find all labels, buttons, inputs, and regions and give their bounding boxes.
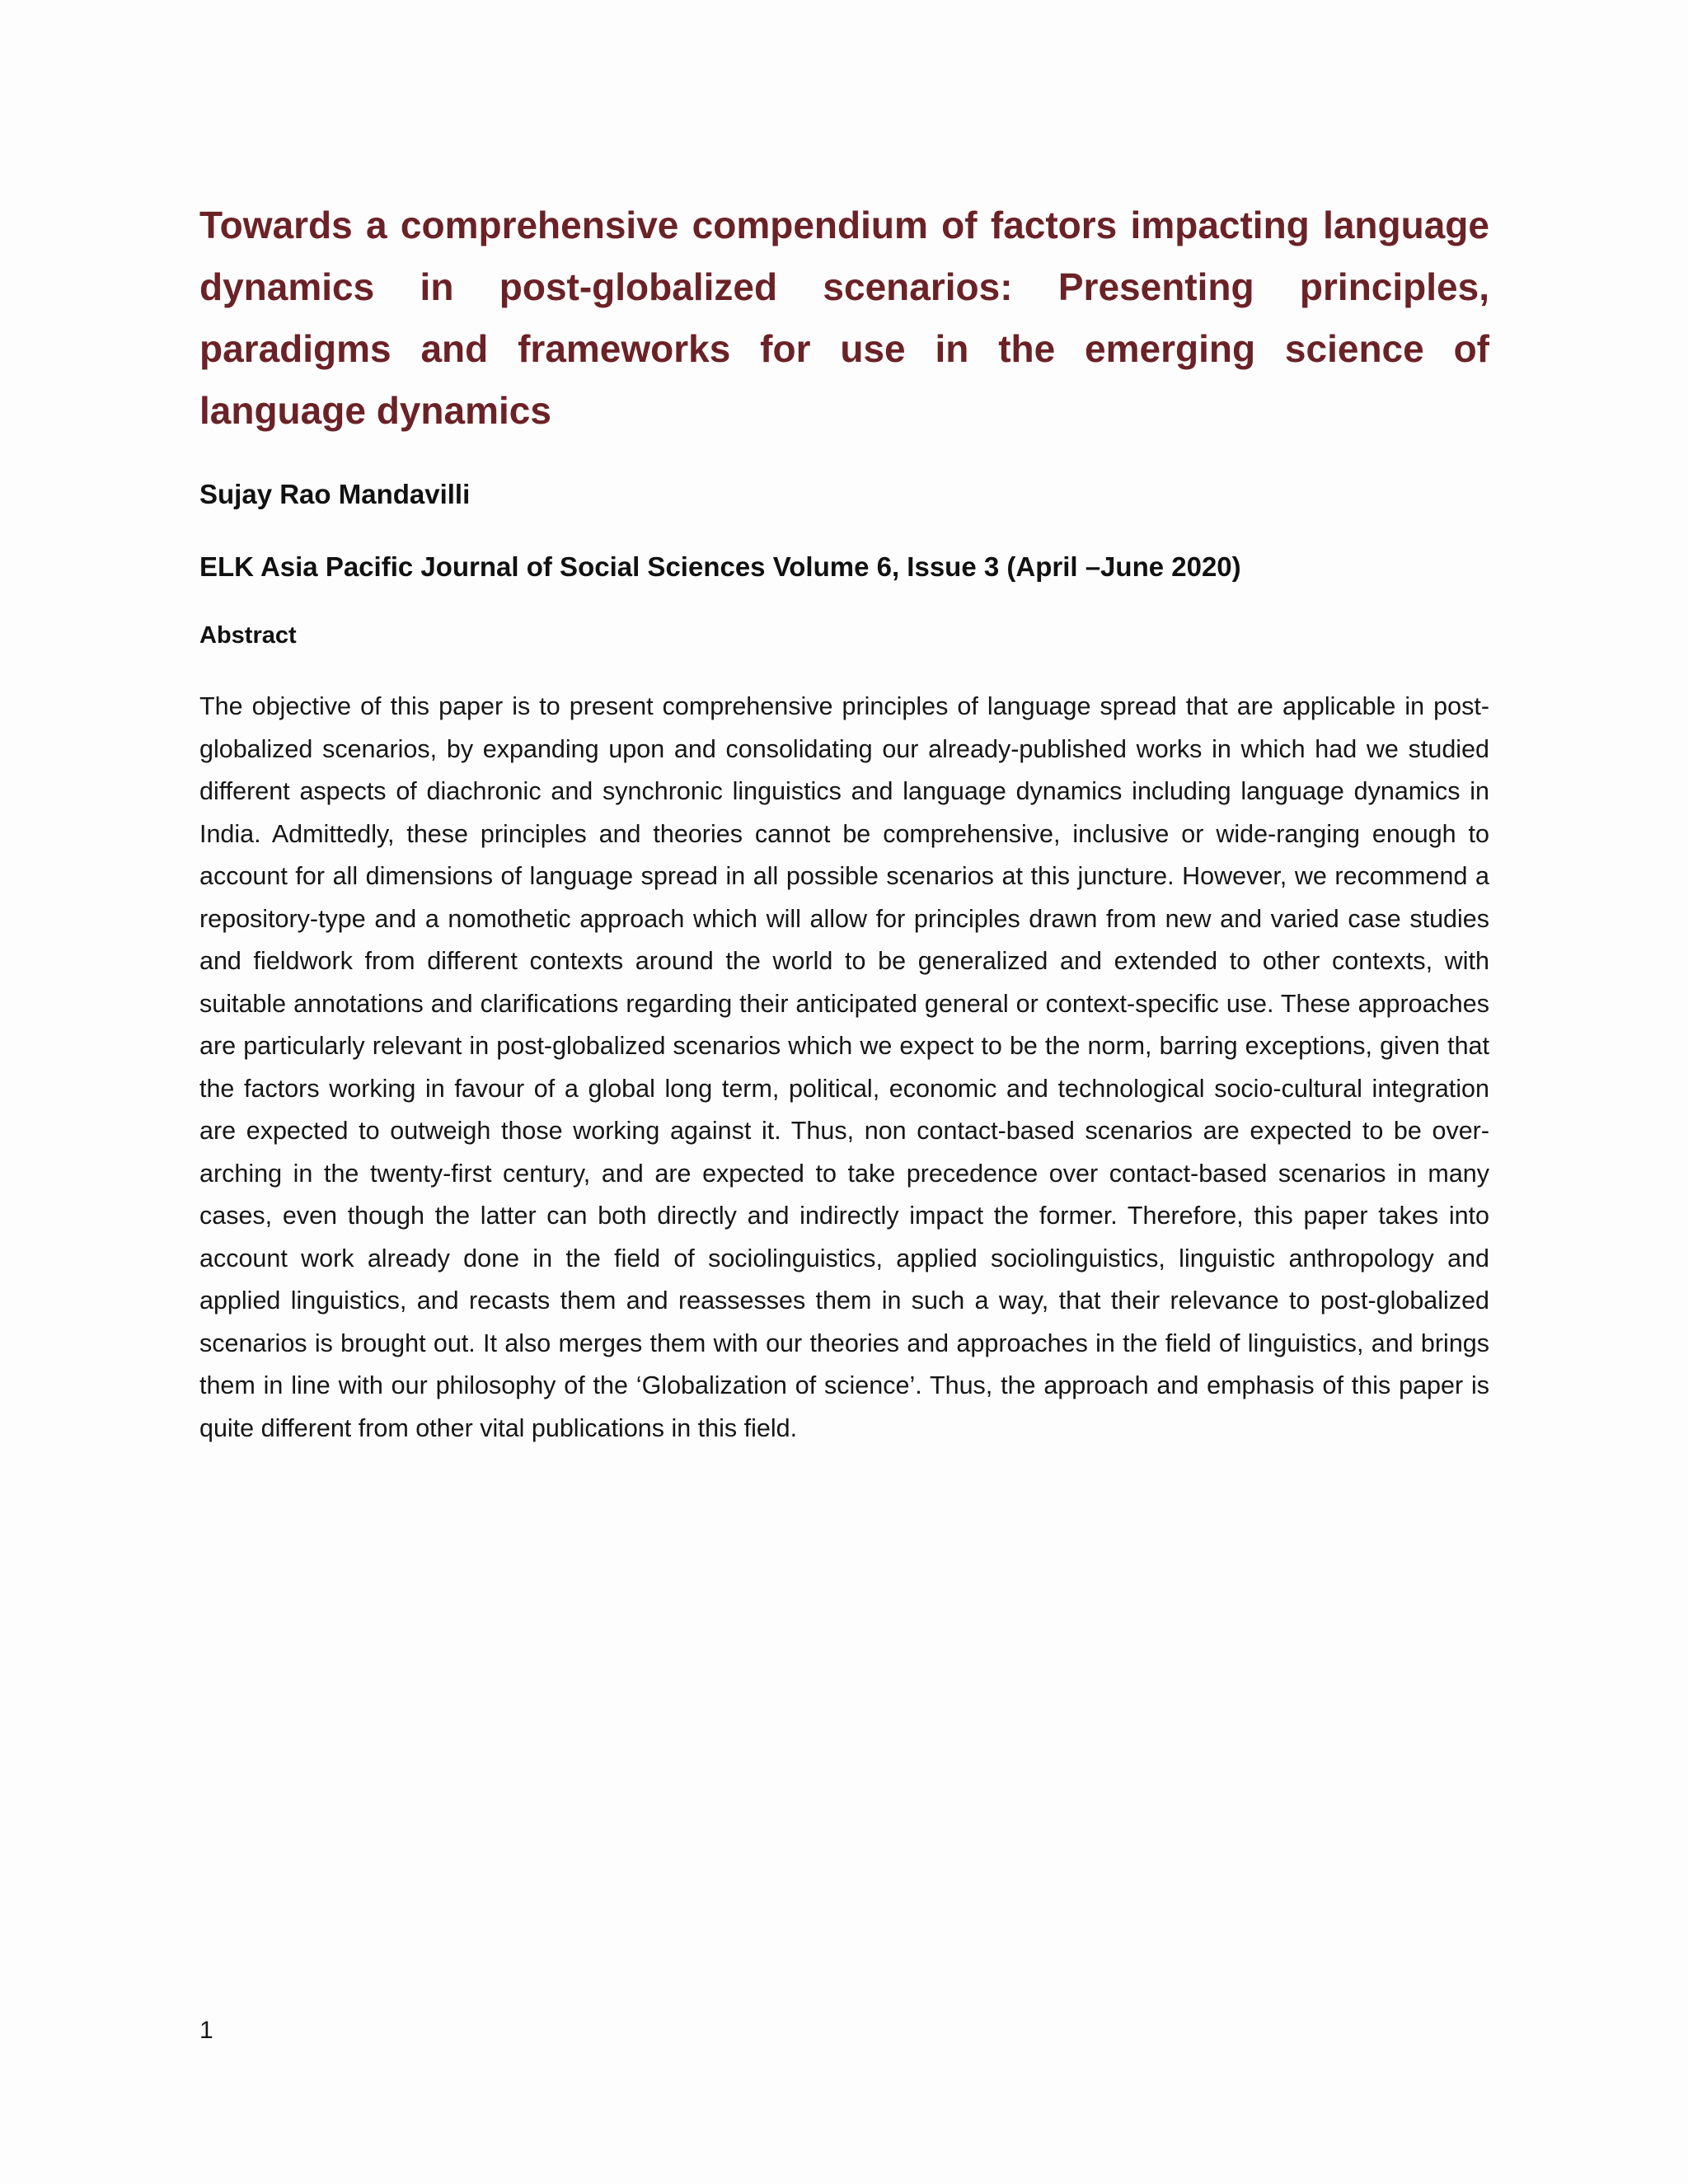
paper-title: Towards a comprehensive compendium of factors impacting language dynamics in post-globalized scenarios: Presenting principles, paradigms and frameworks for use in the emerging science of language dynamics: [199, 204, 1489, 432]
journal-citation: ELK Asia Pacific Journal of Social Sciences Volume 6, Issue 3 (April –June 2020): [199, 551, 1241, 582]
page-number: 1: [199, 2017, 213, 2044]
abstract-heading: Abstract: [199, 622, 297, 649]
page-content: [199, 194, 1489, 1450]
abstract-text: The objective of this paper is to present comprehensive principles of language spread that are applicable in post-globalized scenarios, by expanding upon and consolidating our already-published works in which had we studied different aspects of diachronic and synchronic linguistics and language dynamics including language dynamics in India. Admittedly, these principles and theories cannot be comprehensive, inclusive or wide-ranging enough to account for all dimensions of language spread in all possible scenarios at this juncture. However, we recommend a repository-type and a nomothetic approach which will allow for principles drawn from new and varied case studies and fieldwork from different contexts around the world to be generalized and extended to other contexts, with suitable annotations and clarifications regarding their anticipated general or context-specific use. These approaches are particularly relevant in post-globalized scenarios which we expect to be the norm, barring exceptions, given that the factors working in favour of a global long term, political, economic and technological socio-cultural integration are expected to outweigh those working against it. Thus, non contact-based scenarios are expected to be over-arching in the twenty-first century, and are expected to take precedence over contact-based scenarios in many cases, even though the latter can both directly and indirectly impact the former. Therefore, this paper takes into account work already done in the field of sociolinguistics, applied sociolinguistics, linguistic anthropology and applied linguistics, and recasts them and reassesses them in such a way, that their relevance to post-globalized scenarios is brought out. It also merges them with our theories and approaches in the field of linguistics, and brings them in line with our philosophy of the ‘Globalization of science’. Thus, the approach and emphasis of this paper is quite different from other vital publications in this field.: [199, 692, 1489, 1442]
author-name: Sujay Rao Mandavilli: [199, 479, 471, 509]
